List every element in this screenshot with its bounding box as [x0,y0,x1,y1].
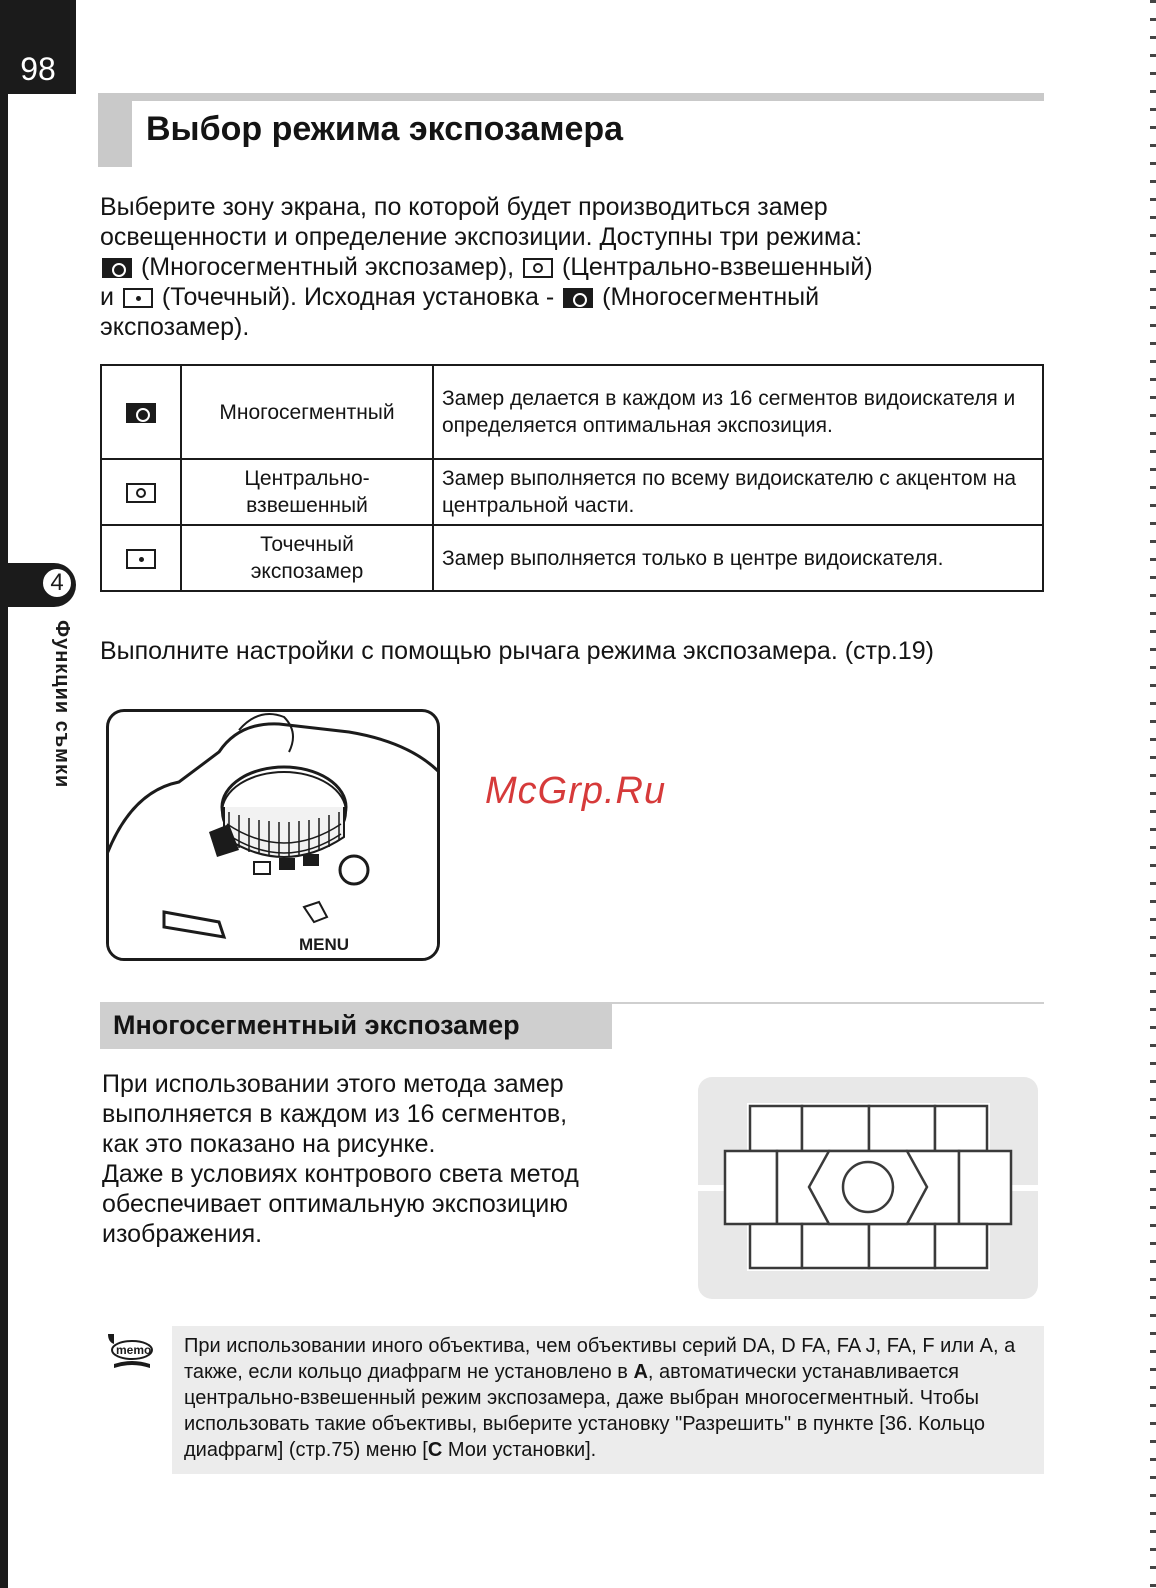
table-row [101,459,1043,525]
mode-name-line-2: экспозамер [250,560,364,583]
section-line-2: выполняется в каждом из 16 сегментов, [102,1100,568,1128]
table-cell-description: Замер выполняется только в центре видоискателя. [433,525,1043,591]
table-cell-name [181,525,433,591]
spot-metering-icon [123,288,153,308]
sixteen-segment-grid [698,1077,1038,1299]
multi-segment-metering-icon [126,403,156,423]
segment-diagram [698,1077,1038,1299]
section-line-1: При использовании этого метода замер [102,1070,564,1098]
section-body [102,1069,662,1249]
camera-illustration [106,709,440,961]
scan-edge [1150,0,1156,1588]
intro-paragraph [100,192,1020,342]
table-row [101,365,1043,459]
page-title: Выбор режима экспозамера [146,110,624,148]
section-line-4: Даже в условиях контрового света метод [102,1160,579,1188]
table-cell-description: Замер выполняется по всему видоискателю с акцентом на центральной части. [433,459,1043,525]
intro-multi-text: (Многосегментный экспозамер), [134,253,522,281]
custom-menu-c-label: C [427,1439,443,1461]
table-cell-name: Многосегментный [181,365,433,459]
memo-icon-label: memo [116,1343,152,1357]
table-cell-name [181,459,433,525]
multi-segment-metering-icon [102,258,132,278]
table-cell-description: Замер делается в каждом из 16 сегментов видоискателя и определяется оптимальная экспозиция. [433,365,1043,459]
multi-segment-metering-icon [563,288,593,308]
chapter-number: 4 [40,566,74,600]
intro-and: и [100,283,121,311]
left-margin-inner [8,92,76,1588]
memo-part-2: , автоматически устанавливается центрально-взвешенный режим экспозамера, даже выбран многосегментный. Чтобы использовать такие объективы, выберите установку "Разрешить" в пункте [36. Кольцо диафрагм] (стр.75) меню [ [184,1361,985,1461]
memo-part-3: Мои установки]. [442,1439,597,1461]
camera-body-drawing [109,712,440,961]
section-line-6: изображения. [102,1220,263,1248]
watermark: McGrp.Ru [485,770,667,812]
center-weighted-metering-icon [523,258,553,278]
memo-icon [104,1332,154,1376]
intro-center-text: (Центрально-взвешенный) [555,253,873,281]
intro-tail: экспозамер). [100,313,250,341]
intro-spot-text: (Точечный). Исходная установка - [154,283,562,311]
table-cell-icon [101,365,181,459]
mode-name-line-1: Точечный [260,533,354,556]
memo-part-1: При использовании иного объектива, чем объективы серий DA, D FA, FA J, FA, F или A, а также, если кольцо диафрагм не установлено в [184,1335,1016,1383]
table-cell-icon [101,525,181,591]
section-title: Многосегментный экспозамер [113,1010,520,1040]
intro-line-1: Выберите зону экрана, по которой будет производиться замер [100,193,828,221]
menu-label: MENU [299,935,350,954]
section-line-5: обеспечивает оптимальную экспозицию [102,1190,568,1218]
page-number: 98 [0,44,76,94]
instruction-text: Выполните настройки с помощью рычага режима экспозамера. (стр.19) [100,637,934,665]
metering-modes-table [100,364,1044,592]
intro-line-2: освещенности и определение экспозиции. Доступны три режима: [100,223,863,251]
spot-metering-icon [126,549,156,569]
chapter-title: Функции съмки [51,620,73,789]
intro-default-text: (Многосегментный [595,283,820,311]
mode-name-line-2: взвешенный [246,494,368,517]
mode-name-line-1: Центрально- [244,467,370,490]
center-weighted-metering-icon [126,483,156,503]
table-cell-icon [101,459,181,525]
memo-text [184,1333,1036,1463]
section-line-3: как это показано на рисунке. [102,1130,436,1158]
aperture-a-label: A [633,1361,648,1383]
table-row [101,525,1043,591]
